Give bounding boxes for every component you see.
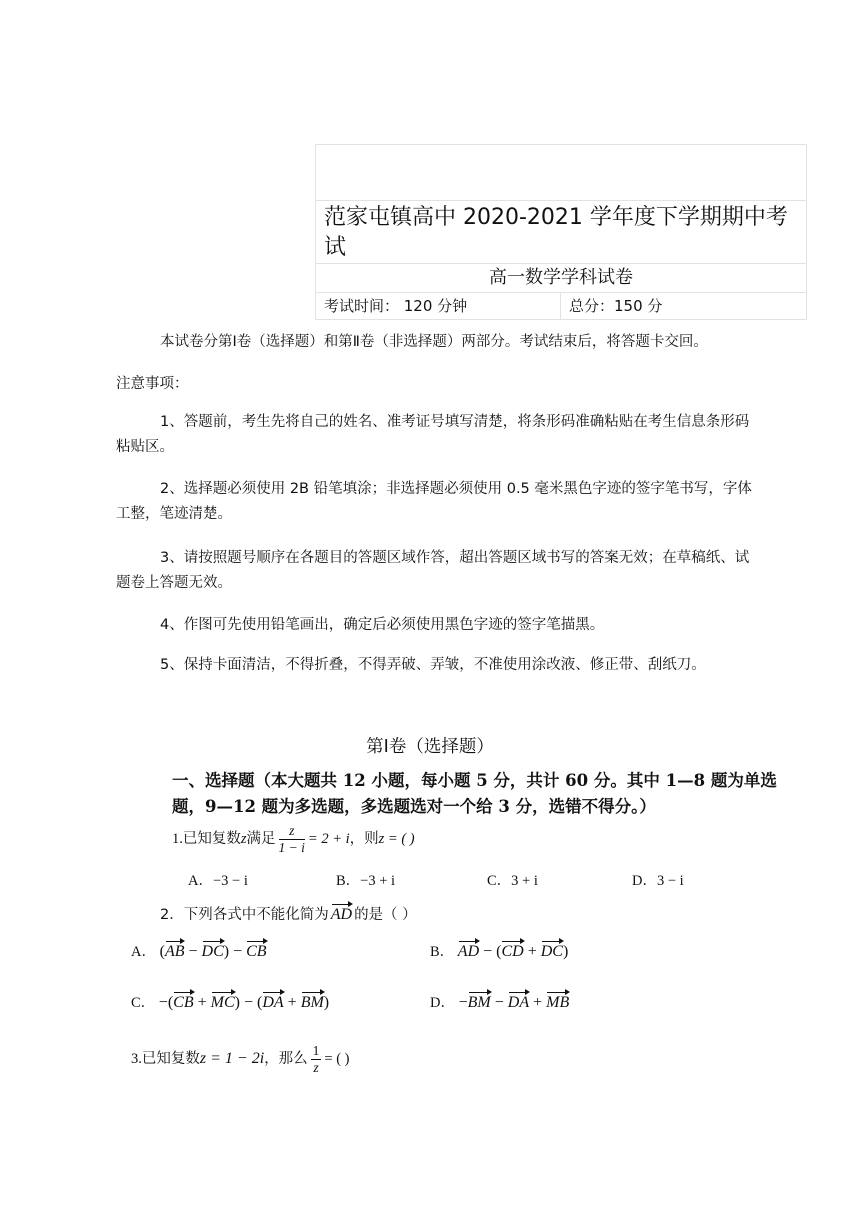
q1-rhs: = 2 + i xyxy=(307,830,350,847)
exam-score: 总分：150 分 xyxy=(569,297,663,315)
exam-header-table xyxy=(315,144,807,320)
question-3 xyxy=(131,1043,349,1076)
intro-text: 本试卷分第Ⅰ卷（选择题）和第Ⅱ卷（非选择题）两部分。考试结束后，将答题卡交回。 xyxy=(160,334,708,350)
question-1 xyxy=(172,823,415,856)
q3-mid: ，那么 xyxy=(264,1050,308,1067)
section-title: 第Ⅰ卷（选择题） xyxy=(366,737,494,757)
q3-expr: z = 1 − 2i xyxy=(199,1049,265,1067)
question-2 xyxy=(160,903,417,924)
q2-option-d-expr: −BM − DA + MB xyxy=(458,994,570,1011)
q1-option-c: C．3 + i xyxy=(487,873,538,889)
vector-ad: AD xyxy=(330,906,353,923)
q2-option-c-label: C． xyxy=(131,995,156,1011)
q2-option-c-expr: −(CB + MC) − (DA + BM) xyxy=(158,994,330,1011)
q2-option-b-expr: AD − (CD + DC) xyxy=(457,943,569,960)
q1-then: ，则 xyxy=(349,830,379,847)
q3-frac-num: 1 xyxy=(312,1043,320,1058)
q2-option-b-label: B． xyxy=(430,944,455,960)
notice-item-5: 5、保持卡面清洁，不得折叠，不得弄破、弄皱，不准使用涂改液、修正带、刮纸刀。 xyxy=(160,657,706,673)
q1-option-d: D．3 − i xyxy=(632,873,684,889)
q1-ask: z = ( ) xyxy=(378,830,415,847)
notice-title: 注意事项： xyxy=(116,376,189,392)
q1-frac-num: z xyxy=(279,823,305,840)
q2-option-c xyxy=(131,991,329,1012)
part-one-instructions: 一、选择题（本大题共 12 小题，每小题 5 分，共计 60 分。其中 1—8 题为单选题，9—12 题为多选题，多选题选对一个给 3 分，选错不得分。） xyxy=(172,771,777,816)
notice-item-4: 4、作图可先使用铅笔画出，确定后必须使用黑色字迹的签字笔描黑。 xyxy=(160,617,605,633)
notice-item-1: 1、答题前，考生先将自己的姓名、准考证号填写清楚，将条形码准确粘贴在考生信息条形码粘贴区。 xyxy=(116,414,750,455)
notice-item-3: 3、请按照题号顺序在各题目的答题区域作答，超出答题区域书写的答案无效；在草稿纸、试题卷上答题无效。 xyxy=(116,550,750,591)
exam-time: 考试时间： 120 分钟 xyxy=(316,293,561,319)
q2-option-a-expr: (AB − DC) − CB xyxy=(159,943,267,960)
q1-frac-den: 1 − i xyxy=(278,840,305,855)
q2-option-d-label: D． xyxy=(430,995,455,1011)
q1-option-b: B．−3 + i xyxy=(336,873,396,889)
q1-fraction xyxy=(279,823,305,856)
q2-text-after: 的是（ ） xyxy=(354,907,417,923)
q1-var: z xyxy=(240,830,247,847)
q1-mid: 满足 xyxy=(246,830,276,847)
q3-prefix: 3.已知复数 xyxy=(131,1050,200,1067)
q2-text-before: 2．下列各式中不能化简为 xyxy=(160,907,329,923)
q3-frac-den: z xyxy=(313,1060,319,1075)
exam-info-row xyxy=(316,293,806,319)
q3-fraction xyxy=(311,1043,322,1076)
notice-item-2: 2、选择题必须使用 2B 铅笔填涂；非选择题必须使用 0.5 毫米黑色字迹的签字笔书写，字体工整，笔迹清楚。 xyxy=(116,481,752,522)
q3-tail: = ( ) xyxy=(324,1050,350,1067)
q2-option-d xyxy=(430,991,569,1012)
header-blank-row xyxy=(316,145,806,201)
q2-option-a-label: A． xyxy=(131,944,156,960)
q2-option-a xyxy=(131,940,267,961)
q1-option-a: A．−3 − i xyxy=(188,873,248,889)
q2-option-b xyxy=(430,940,568,961)
q1-prefix: 1.已知复数 xyxy=(172,830,241,847)
exam-title: 范家屯镇高中 2020-2021 学年度下学期期中考试 xyxy=(316,201,806,264)
exam-subtitle: 高一数学学科试卷 xyxy=(316,264,806,293)
